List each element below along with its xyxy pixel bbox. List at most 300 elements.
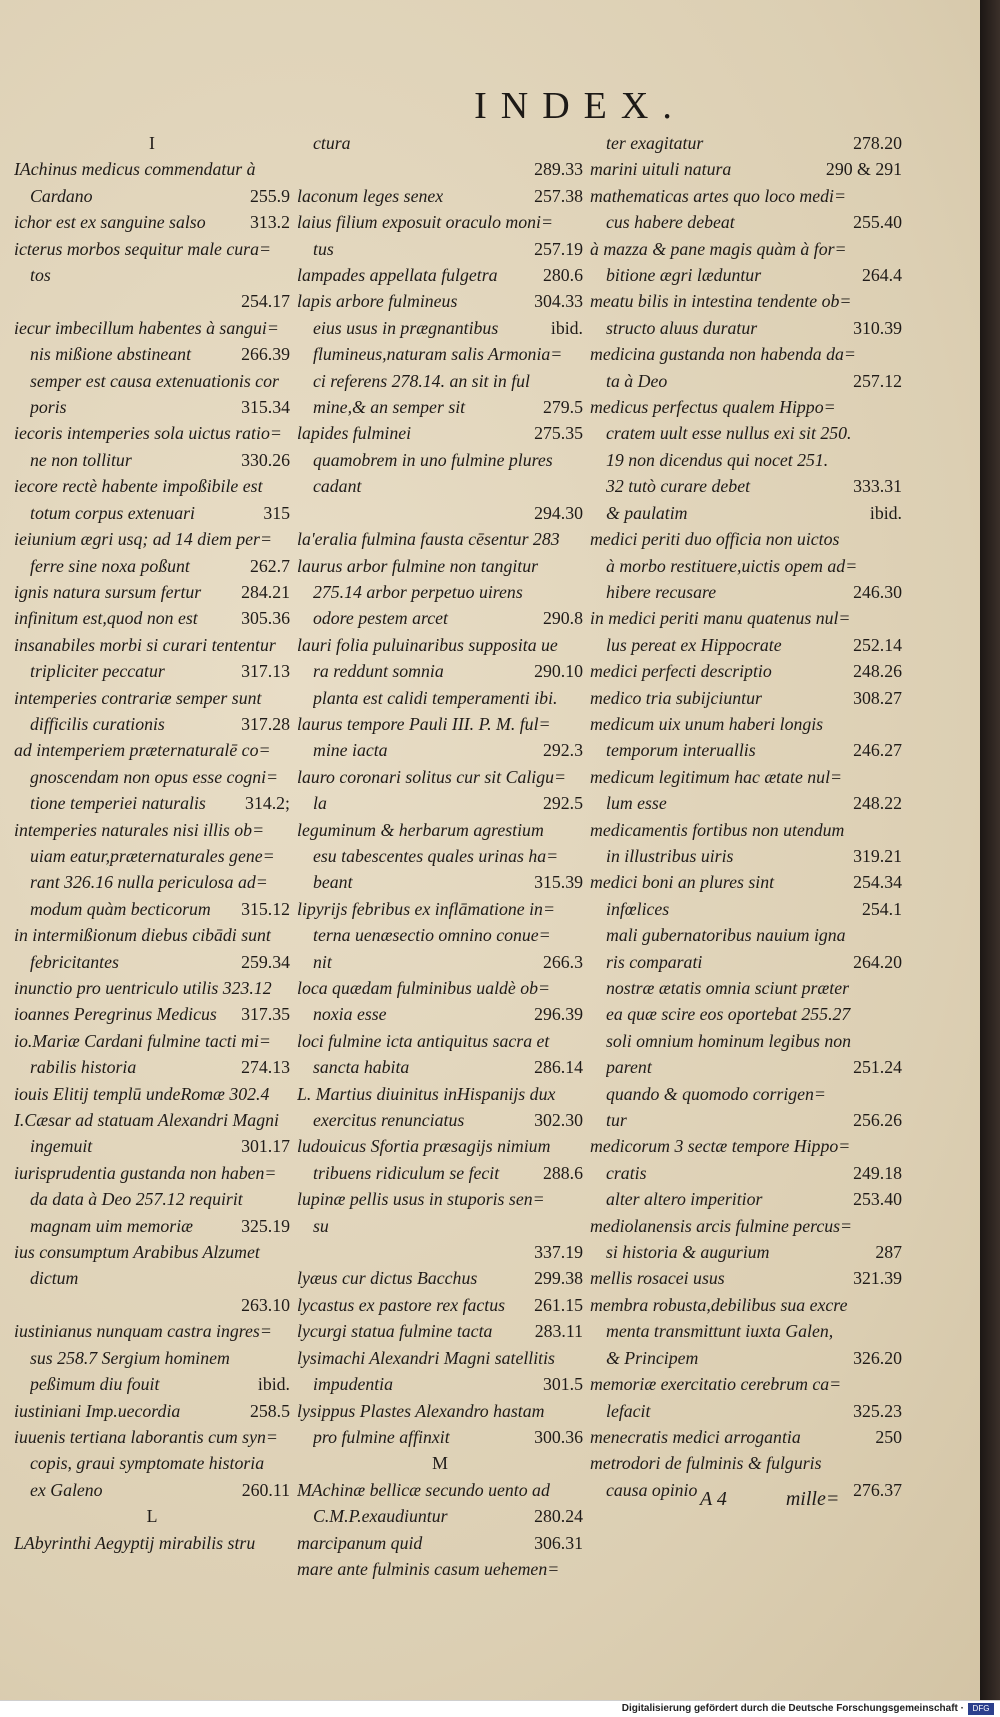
index-entry [297, 288, 583, 314]
entry-text: intemperies naturales nisi illis ob= [14, 819, 265, 840]
entry-text: pro fulmine affinxit [313, 1426, 450, 1447]
entry-text: LAbyrinthi Aegyptij mirabilis stru [14, 1532, 256, 1553]
entry-text: iustinianus nunquam castra ingres= [14, 1321, 272, 1342]
entry-page-ref: 255.9 [249, 185, 290, 206]
entry-text: ius consumptum Arabibus Alzumet [14, 1242, 260, 1263]
entry-text: mediolanensis arcis fulmine percus= [590, 1215, 853, 1236]
entry-text: nit [313, 951, 332, 972]
entry-text: lus pereat ex Hippocrate [606, 634, 782, 655]
entry-page-ref: 292.5 [542, 793, 583, 814]
entry-page-ref: 301.17 [241, 1136, 290, 1157]
entry-page-ref: 266.3 [542, 951, 583, 972]
index-entry [14, 288, 290, 314]
entry-page-ref: 257.38 [534, 185, 583, 206]
index-entry [590, 236, 902, 262]
entry-page-ref: 259.34 [241, 951, 290, 972]
entry-text: si historia & augurium [606, 1242, 770, 1263]
entry-text: MAchinæ bellicæ secundo uento ad [297, 1479, 550, 1500]
index-entry [14, 632, 290, 658]
entry-page-ref: 252.14 [853, 634, 902, 655]
index-entry [14, 473, 290, 499]
entry-text: modum quàm becticorum [30, 898, 211, 919]
entry-text: IAchinus medicus commendatur à [14, 159, 256, 180]
entry-text: inunctio pro uentriculo utilis 323.12 [14, 978, 272, 998]
entry-page-ref: ibid. [550, 317, 583, 338]
entry-text: memoriæ exercitatio cerebrum ca= [590, 1374, 842, 1395]
index-entry [590, 1186, 902, 1212]
index-entry [297, 1054, 583, 1080]
index-column-3 [590, 130, 902, 1503]
index-entry [297, 1292, 583, 1318]
entry-text: 275.14 arbor perpetuo uirens [313, 581, 523, 602]
index-entry [297, 685, 583, 711]
index-entry [14, 605, 290, 631]
entry-page-ref: 315.12 [241, 898, 290, 919]
entry-page-ref: 304.33 [534, 291, 583, 312]
index-entry [297, 579, 583, 605]
section-letter [297, 1450, 583, 1476]
entry-text: medici boni an plures sint [590, 872, 775, 893]
index-entry [297, 1107, 583, 1133]
index-entry [14, 869, 290, 895]
entry-text: tribuens ridiculum se fecit [313, 1162, 500, 1183]
index-entry [590, 764, 902, 790]
entry-text: C.M.P.exaudiuntur [313, 1506, 448, 1527]
entry-page-ref: 317.13 [241, 661, 290, 682]
entry-page-ref: 290 & 291 [825, 159, 902, 180]
index-entry [14, 1186, 290, 1212]
index-entry [590, 1398, 902, 1424]
index-entry [14, 553, 290, 579]
index-entry [590, 737, 902, 763]
entry-page-ref: 275.35 [534, 423, 583, 444]
entry-page-ref: 263.10 [241, 1294, 290, 1315]
entry-text: icterus morbos sequitur male cura= [14, 238, 271, 259]
index-entry [14, 368, 290, 394]
entry-text: iuuenis tertiana laborantis cum syn= [14, 1426, 278, 1447]
entry-page-ref: 317.28 [241, 713, 290, 734]
index-entry [14, 843, 290, 869]
entry-text: infœlices [606, 898, 670, 919]
entry-text: lampades appellata fulgetra [297, 265, 498, 286]
index-entry [297, 1530, 583, 1556]
index-entry [297, 1345, 583, 1371]
entry-page-ref: 266.39 [241, 344, 290, 365]
entry-text: structo aluus duratur [606, 317, 758, 338]
index-entry [590, 1371, 902, 1397]
entry-text: iecur imbecillum habentes à sangui= [14, 317, 279, 338]
entry-text: lapides fulminei [297, 423, 412, 444]
index-entry [297, 817, 583, 843]
entry-page-ref: 315.34 [241, 397, 290, 418]
entry-text: ad intemperiem præternaturalē co= [14, 740, 271, 761]
index-entry [590, 183, 902, 209]
entry-page-ref: 305.36 [241, 608, 290, 629]
entry-text: su [313, 1215, 329, 1236]
entry-text: rabilis historia [30, 1057, 137, 1078]
entry-page-ref: 315.39 [534, 872, 583, 893]
index-entry [297, 500, 583, 526]
index-entry [14, 1081, 290, 1107]
entry-page-ref: 274.13 [241, 1057, 290, 1078]
entry-page-ref: 279.5 [542, 397, 583, 418]
index-entry [297, 658, 583, 684]
index-entry [297, 1028, 583, 1054]
entry-text: ludouicus Sfortia præsagijs nimium [297, 1136, 551, 1157]
entry-page-ref: 315 [263, 502, 290, 523]
entry-text: iecoris intemperies sola uictus ratio= [14, 423, 282, 444]
entry-page-ref: 257.12 [853, 370, 902, 391]
entry-text: 19 non dicendus qui nocet 251. [606, 449, 829, 470]
index-entry [297, 843, 583, 869]
entry-text: sancta habita [313, 1057, 410, 1078]
book-spine [980, 0, 1000, 1716]
entry-text: tione temperiei naturalis [30, 793, 206, 814]
entry-text: impudentia [313, 1374, 394, 1395]
catchword: mille= [785, 1488, 840, 1510]
entry-text: & paulatim [606, 502, 688, 523]
entry-text: magnam uim memoriæ [30, 1215, 193, 1236]
entry-page-ref: 337.19 [534, 1242, 583, 1263]
entry-page-ref: 254.1 [861, 898, 902, 919]
index-entry [14, 1371, 290, 1397]
index-entry [590, 1107, 902, 1133]
index-entry [297, 368, 583, 394]
index-entry [590, 869, 902, 895]
entry-text: medico tria subijciuntur [590, 687, 762, 708]
index-entry [590, 1424, 902, 1450]
signature-mark: A 4 [700, 1488, 727, 1510]
entry-text: copis, graui symptomate historia [30, 1453, 265, 1474]
entry-page-ref: 299.38 [534, 1268, 583, 1289]
entry-page-ref: 264.4 [861, 265, 902, 286]
entry-text: intemperies contrariæ semper sunt [14, 687, 262, 708]
entry-text: causa opinio [606, 1479, 698, 1500]
index-entry [590, 1001, 902, 1027]
entry-text: odore pestem arcet [313, 608, 448, 629]
index-entry [297, 1556, 583, 1582]
entry-text: membra robusta,debilibus sua excre [590, 1294, 848, 1315]
entry-page-ref: ibid. [869, 502, 902, 523]
entry-page-ref: 256.26 [853, 1110, 902, 1131]
entry-text: febricitantes [30, 951, 119, 972]
entry-page-ref: 262.7 [249, 555, 290, 576]
index-entry [590, 949, 902, 975]
index-entry [297, 949, 583, 975]
index-entry [14, 262, 290, 288]
index-entry [590, 632, 902, 658]
entry-text: lauri folia puluinaribus supposita ue [297, 634, 558, 655]
entry-text: parent [606, 1057, 652, 1078]
entry-text: lycastus ex pastore rex factus [297, 1294, 506, 1315]
entry-page-ref: 287 [875, 1242, 902, 1263]
entry-text [297, 500, 528, 526]
entry-text: sus 258.7 Sergium hominem [30, 1347, 230, 1368]
index-entry [590, 526, 902, 552]
entry-text: à mazza & pane magis quàm à for= [590, 238, 847, 259]
entry-text: nis mißione abstineant [30, 344, 192, 365]
index-entry [297, 553, 583, 579]
index-entry [297, 1239, 583, 1265]
entry-page-ref: 257.19 [534, 238, 583, 259]
index-entry [590, 1054, 902, 1080]
entry-page-ref: 306.31 [534, 1532, 583, 1553]
entry-text: & Principem [606, 1347, 699, 1368]
entry-text: gnoscendam non opus esse cogni= [30, 766, 279, 787]
entry-page-ref: 333.31 [853, 476, 902, 497]
entry-page-ref: 314.2; [245, 793, 290, 814]
index-entry [297, 1133, 583, 1159]
entry-text [14, 288, 235, 314]
entry-text [14, 1292, 235, 1318]
entry-text: ctura [313, 133, 351, 153]
index-entry [590, 315, 902, 341]
index-entry [14, 1133, 290, 1159]
entry-text: menta transmittunt iuxta Galen, [606, 1321, 834, 1342]
index-entry [590, 579, 902, 605]
entry-text: esu tabescentes quales urinas ha= [313, 845, 559, 866]
entry-text: laconum leges senex [297, 185, 444, 206]
index-entry [14, 1028, 290, 1054]
index-entry [297, 1477, 583, 1503]
index-entry [14, 1398, 290, 1424]
entry-text: beant [313, 872, 353, 893]
index-entry [14, 315, 290, 341]
index-entry [297, 447, 583, 473]
entry-text: menecratis medici arrogantia [590, 1426, 801, 1447]
entry-text: medici periti duo officia non uictos [590, 529, 840, 550]
entry-text: metrodori de fulminis & fulguris [590, 1453, 822, 1474]
index-entry [297, 156, 583, 182]
index-entry [14, 156, 290, 182]
index-entry [590, 1028, 902, 1054]
index-entry [590, 262, 902, 288]
index-entry [297, 1424, 583, 1450]
entry-text: iouis Elitij templū undeRomæ 302.4 [14, 1083, 270, 1104]
entry-text: mathematicas artes quo loco medi= [590, 185, 846, 206]
index-entry [14, 1239, 290, 1265]
entry-text: lefacit [606, 1400, 651, 1421]
entry-text: iecore rectè habente impoßibile est [14, 476, 263, 497]
index-entry [590, 1265, 902, 1291]
entry-page-ref: 280.6 [542, 265, 583, 286]
entry-text: ter exagitatur [606, 133, 704, 153]
index-entry [14, 949, 290, 975]
entry-text: difficilis curationis [30, 713, 165, 734]
entry-text: ioannes Peregrinus Medicus [14, 1004, 217, 1025]
index-entry [14, 1292, 290, 1318]
entry-text: ingemuit [30, 1136, 93, 1157]
entry-page-ref: 296.39 [534, 1004, 583, 1025]
index-entry [14, 500, 290, 526]
entry-text: soli omnium hominum legibus non [606, 1030, 851, 1051]
entry-text: tur [606, 1110, 627, 1131]
entry-text: planta est calidi temperamenti ibi. [313, 687, 558, 708]
entry-page-ref: 248.26 [853, 661, 902, 682]
index-entry [14, 1160, 290, 1186]
entry-text: cus habere debeat [606, 212, 735, 233]
index-entry [297, 790, 583, 816]
index-entry [590, 500, 902, 526]
index-entry [297, 262, 583, 288]
entry-page-ref: 290.10 [534, 661, 583, 682]
index-entry [14, 737, 290, 763]
index-entry [297, 473, 583, 499]
index-entry [14, 975, 290, 1001]
entry-page-ref: 261.15 [534, 1294, 583, 1315]
entry-page-ref: 294.30 [534, 502, 583, 523]
page-title: INDEX. [474, 85, 686, 127]
index-entry [14, 685, 290, 711]
index-entry [14, 420, 290, 446]
index-entry [14, 1213, 290, 1239]
entry-page-ref: ibid. [257, 1374, 290, 1395]
index-entry [297, 711, 583, 737]
index-entry [297, 1213, 583, 1239]
entry-text: mellis rosacei usus [590, 1268, 725, 1289]
entry-page-ref: 313.2 [249, 212, 290, 233]
index-column-2 [297, 130, 583, 1582]
index-entry [297, 975, 583, 1001]
entry-text: ris comparati [606, 951, 703, 972]
index-entry [297, 737, 583, 763]
index-entry [297, 605, 583, 631]
entry-page-ref: 321.39 [853, 1268, 902, 1289]
entry-text: ne non tollitur [30, 449, 132, 470]
entry-text: hibere recusare [606, 581, 717, 602]
entry-text: medici perfecti descriptio [590, 661, 772, 682]
index-entry [14, 579, 290, 605]
entry-text: medicum uix unum haberi longis [590, 713, 824, 734]
entry-page-ref: 289.33 [534, 159, 583, 180]
index-entry [590, 711, 902, 737]
entry-page-ref: 290.8 [542, 608, 583, 629]
entry-text: iurisprudentia gustanda non haben= [14, 1162, 277, 1183]
entry-page-ref: 254.34 [853, 872, 902, 893]
entry-text: medicum legitimum hac ætate nul= [590, 766, 843, 787]
index-entry [297, 236, 583, 262]
entry-text: in medici periti manu quatenus nul= [590, 608, 851, 629]
index-entry [590, 1239, 902, 1265]
index-entry [14, 1345, 290, 1371]
entry-text: loca quædam fulminibus ualdè ob= [297, 978, 551, 998]
footer-credit: Digitalisierung gefördert durch die Deutsche Forschungsgemeinschaft · [621, 1703, 964, 1714]
entry-text: laurus tempore Pauli III. P. M. ful= [297, 713, 551, 734]
entry-text: tus [313, 238, 334, 259]
index-entry [590, 288, 902, 314]
index-entry [297, 1398, 583, 1424]
entry-text: L [146, 1506, 158, 1527]
entry-text: flumineus,naturam salis Armonia= [313, 344, 563, 365]
entry-text: in intermißionum diebus cibādi sunt [14, 925, 271, 946]
index-entry [14, 790, 290, 816]
index-entry [297, 922, 583, 948]
index-entry [297, 1371, 583, 1397]
index-entry [590, 790, 902, 816]
entry-page-ref: 301.5 [542, 1374, 583, 1395]
entry-page-ref: 317.35 [241, 1004, 290, 1025]
section-letter [14, 1503, 290, 1529]
index-entry [297, 632, 583, 658]
entry-page-ref: 283.11 [534, 1321, 583, 1342]
entry-text: la'eralia fulmina fausta cēsentur 283 [297, 529, 560, 550]
index-entry [297, 764, 583, 790]
index-entry [297, 1503, 583, 1529]
entry-page-ref: 246.27 [853, 740, 902, 761]
index-entry [14, 1001, 290, 1027]
entry-text: meatu bilis in intestina tendente ob= [590, 291, 852, 312]
entry-text: temporum interuallis [606, 740, 756, 761]
entry-text: lycurgi statua fulmine tacta [297, 1321, 493, 1342]
index-entry [297, 1318, 583, 1344]
entry-text: laurus arbor fulmine non tangitur [297, 555, 539, 576]
entry-page-ref: 326.20 [853, 1347, 902, 1368]
index-entry [14, 209, 290, 235]
footer-bar [0, 1700, 1000, 1717]
index-entry [590, 922, 902, 948]
entry-text: medicus perfectus qualem Hippo= [590, 397, 836, 418]
entry-text: lyæus cur dictus Bacchus [297, 1268, 478, 1289]
index-entry [14, 1530, 290, 1556]
entry-text: loci fulmine icta antiquitus sacra et [297, 1030, 550, 1051]
entry-text: medicina gustanda non habenda da= [590, 344, 856, 365]
index-entry [297, 394, 583, 420]
index-entry [14, 183, 290, 209]
entry-page-ref: 248.22 [853, 793, 902, 814]
index-entry [590, 473, 902, 499]
index-entry [590, 209, 902, 235]
entry-text: dictum [30, 1268, 79, 1289]
entry-page-ref: 288.6 [542, 1162, 583, 1183]
entry-page-ref: 246.30 [853, 581, 902, 602]
entry-text: lapis arbore fulmineus [297, 291, 458, 312]
entry-page-ref: 330.26 [241, 449, 290, 470]
entry-text: Cardano [30, 185, 93, 206]
entry-page-ref: 278.20 [853, 133, 902, 153]
entry-text: tripliciter peccatur [30, 661, 165, 682]
entry-text: rant 326.16 nulla periculosa ad= [30, 872, 268, 893]
entry-text: bitione ægri læduntur [606, 265, 762, 286]
dfg-logo: DFG [968, 1703, 994, 1715]
index-entry [590, 447, 902, 473]
entry-text: da data à Deo 257.12 requirit [30, 1189, 243, 1210]
entry-text: ignis natura sursum fertur [14, 581, 202, 602]
index-entry [590, 685, 902, 711]
index-entry [590, 394, 902, 420]
entry-text: cratem uult esse nullus exi sit 250. [606, 423, 852, 444]
entry-text: M [432, 1453, 448, 1474]
entry-text: io.Mariæ Cardani fulmine tacti mi= [14, 1030, 271, 1051]
index-entry [297, 869, 583, 895]
entry-text: terna uenæsectio omnino conue= [313, 925, 551, 946]
index-entry [297, 130, 583, 156]
index-entry [590, 1450, 902, 1476]
entry-page-ref: 258.5 [249, 1400, 290, 1421]
entry-text: à morbo restituere,uictis opem ad= [606, 555, 858, 576]
index-entry [590, 1081, 902, 1107]
index-entry [297, 315, 583, 341]
index-entry [14, 526, 290, 552]
index-entry [14, 922, 290, 948]
index-column-1 [14, 130, 290, 1556]
index-entry [297, 526, 583, 552]
index-entry [590, 843, 902, 869]
entry-text: ex Galeno [30, 1479, 103, 1500]
index-entry [590, 553, 902, 579]
entry-page-ref: 264.20 [853, 951, 902, 972]
entry-text: insanabiles morbi si curari tententur [14, 634, 276, 655]
entry-text: eius usus in prægnantibus [313, 317, 499, 338]
